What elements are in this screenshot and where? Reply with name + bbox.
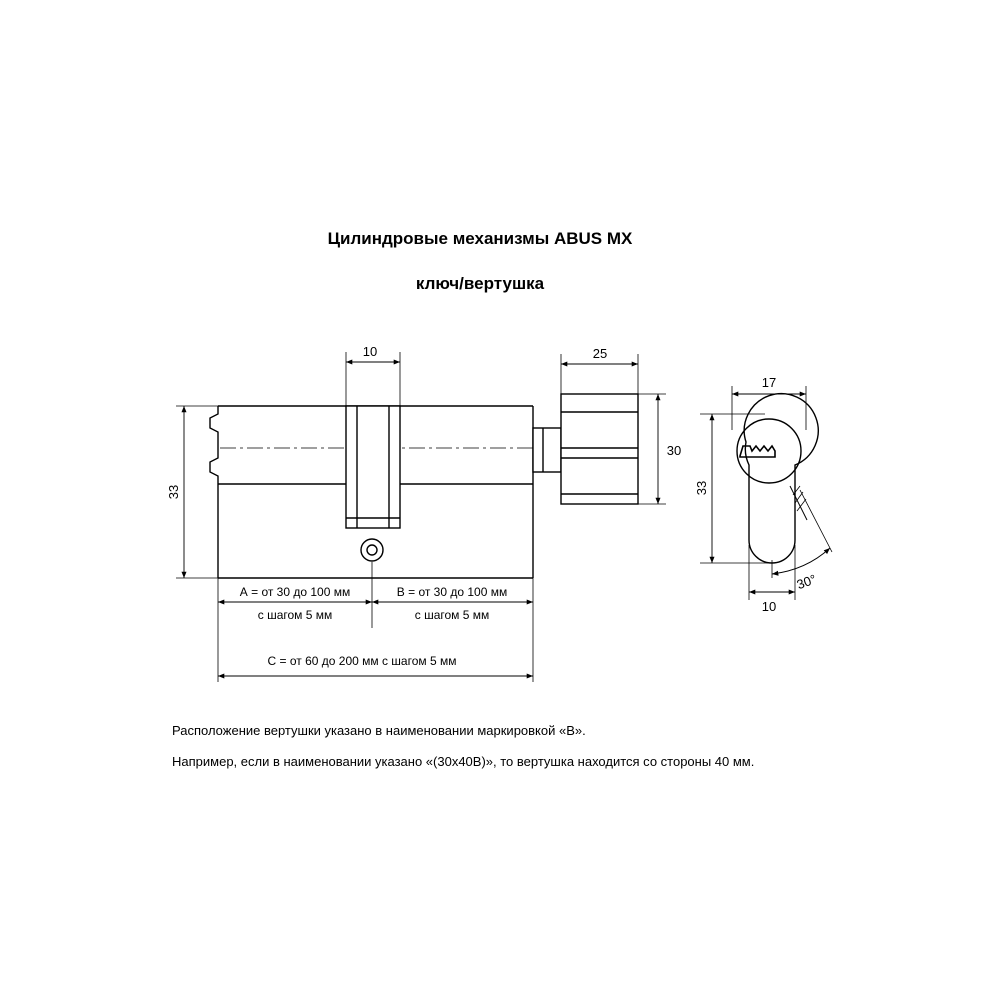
knob-width-label: 25 xyxy=(592,346,608,361)
length-c-label: С = от 60 до 200 мм с шагом 5 мм xyxy=(267,654,457,668)
length-a-label: А = от 30 до 100 мм xyxy=(239,585,351,599)
cam-width-label: 10 xyxy=(362,344,378,359)
note-turn-position: Расположение вертушки указано в наименовании маркировкой «В». xyxy=(172,723,586,738)
profile-height-label: 33 xyxy=(694,480,709,496)
cam-angle-label: 30° xyxy=(794,571,819,593)
length-b-label: В = от 30 до 100 мм xyxy=(396,585,508,599)
length-a-step: с шагом 5 мм xyxy=(257,608,333,622)
note-example: Например, если в наименовании указано «(30х40В)», то вертушка находится со стороны 40 мм. xyxy=(172,754,755,769)
knob-height-label: 30 xyxy=(666,443,682,458)
length-b-step: с шагом 5 мм xyxy=(414,608,490,622)
profile-bottom-width-label: 10 xyxy=(761,599,777,614)
cam xyxy=(346,406,400,528)
body-height-label: 33 xyxy=(166,484,181,500)
screw-hole xyxy=(361,539,383,561)
thumb-turn-knob xyxy=(533,394,638,504)
diagram-title: Цилиндровые механизмы ABUS MX xyxy=(327,229,633,248)
diagram-subtitle: ключ/вертушка xyxy=(415,274,545,293)
profile-width-label: 17 xyxy=(761,375,777,390)
